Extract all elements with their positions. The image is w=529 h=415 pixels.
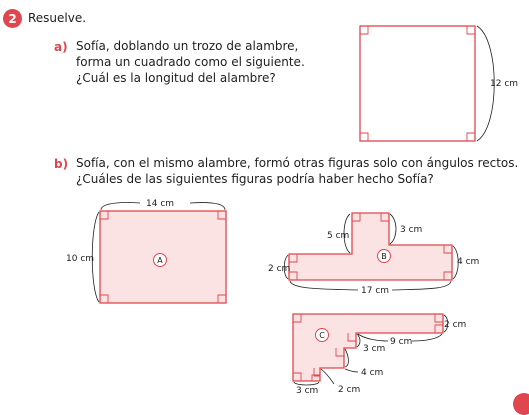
page-corner-mark (513, 393, 529, 415)
figure-c-bottom-left-label: 3 cm (296, 386, 319, 396)
figure-c-arm-label: 9 cm (390, 337, 413, 347)
figure-b-top-step-label: 3 cm (400, 225, 423, 235)
figure-a-id: A (157, 256, 163, 265)
question-b-line-1: Sofía, con el mismo alambre, formó otras figuras solo con ángulos rectos. (76, 156, 519, 170)
square-figure (360, 26, 518, 141)
figure-b-id: B (381, 252, 387, 261)
exercise-number-badge: 2 (3, 9, 22, 28)
question-b-letter: b) (54, 157, 69, 171)
question-a-line-3: ¿Cuál es la longitud del alambre? (76, 71, 276, 85)
figure-b-left-end-label: 2 cm (268, 264, 291, 274)
figure-c-bottom-step-label: 2 cm (338, 385, 361, 395)
figure-c-right-end-label: 2 cm (444, 320, 467, 330)
question-a-line-1: Sofía, doblando un trozo de alambre, (76, 39, 299, 53)
figure-c-step1-label: 3 cm (363, 344, 386, 354)
question-b-line-2: ¿Cuáles de las siguientes figuras podría haber hecho Sofía? (76, 172, 434, 186)
figure-c-step2-label: 4 cm (361, 368, 384, 378)
figure-b-right-end-label: 4 cm (457, 257, 480, 267)
question-a-line-2: forma un cuadrado como el siguiente. (76, 55, 305, 69)
square-side-label: 12 cm (490, 79, 519, 89)
figure-c-id: C (319, 331, 325, 340)
figure-a-width-label: 14 cm (146, 199, 175, 209)
figure-b-left-step-label: 5 cm (327, 231, 350, 241)
figure-c (293, 314, 466, 396)
figure-a-height-label: 10 cm (66, 254, 95, 264)
figure-a (66, 199, 226, 303)
figure-b-bottom-label: 17 cm (361, 286, 390, 296)
figure-b (268, 213, 479, 296)
exercise-title: Resuelve. (28, 11, 87, 25)
question-a-letter: a) (54, 40, 68, 54)
